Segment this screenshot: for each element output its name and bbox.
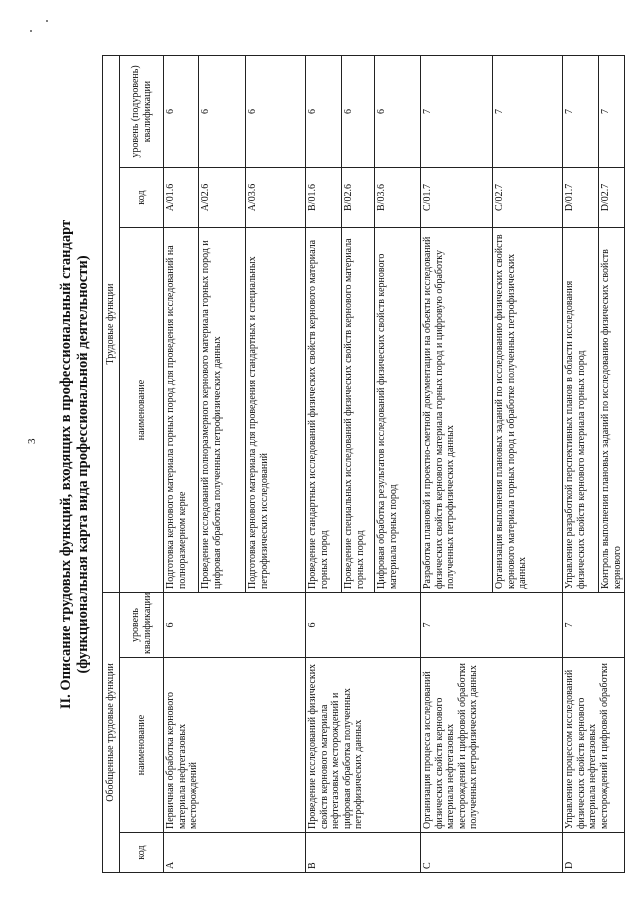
gf-name: Организация процесса исследований физических свойств кернового материала нефтегазовых месторождений и цифровой обработки полученных петрофизических данных [421, 658, 563, 833]
tf-sublevel: 6 [306, 56, 342, 168]
gf-level: 7 [421, 593, 563, 658]
tf-name: Проведение стандартных исследований физических свойств кернового материала горных пород [306, 228, 342, 593]
tf-name: Подготовка кернового материала для проведения стандартных и специальных петрофизических исследований [246, 228, 306, 593]
tf-sublevel: 7 [493, 56, 563, 168]
tf-code: B/01.6 [306, 168, 342, 228]
gf-name: Первичная обработка кернового материала нефтегазовых месторождений [164, 658, 306, 833]
header-function-name: наименование [120, 228, 164, 593]
tf-code: A/02.6 [199, 168, 246, 228]
gf-level: 6 [306, 593, 421, 658]
tf-sublevel: 6 [164, 56, 199, 168]
gf-name: Управление процессом исследований физических свойств кернового материала нефтегазовых месторождений и цифровой обработки [563, 658, 625, 833]
tf-sublevel: 6 [246, 56, 306, 168]
heading-line-2: (функциональная карта вида профессиональной деятельности) [75, 255, 91, 674]
gf-level: 6 [164, 593, 306, 658]
scan-speck [46, 20, 48, 22]
table-row [164, 56, 199, 873]
table-row [306, 56, 342, 873]
heading-line-1: II. Описание трудовых функций, входящих в профессиональный стандарт [58, 219, 74, 710]
tf-code: A/01.6 [164, 168, 199, 228]
header-code: код [120, 833, 164, 873]
gf-name: Проведение исследований физических свойств кернового материала нефтегазовых месторождений и цифровая обработка полученных петрофизических данных [306, 658, 421, 833]
tf-code: A/03.6 [246, 168, 306, 228]
gf-level: 7 [563, 593, 625, 658]
functional-map-table [102, 55, 625, 873]
header-function-code: код [120, 168, 164, 228]
header-level: уровень квалификации [120, 593, 164, 658]
tf-sublevel: 7 [421, 56, 493, 168]
header-labor-functions: Трудовые функции [103, 56, 120, 593]
header-name: наименование [120, 658, 164, 833]
tf-code: B/02.6 [342, 168, 375, 228]
tf-name: Проведение исследований полноразмерного кернового материала горных пород и цифровая обработка полученных петрофизических данных [199, 228, 246, 593]
header-sublevel: уровень (подуровень) квалификации [120, 56, 164, 168]
tf-sublevel: 7 [563, 56, 599, 168]
rotated-content [58, 56, 633, 873]
tf-code: D/01.7 [563, 168, 599, 228]
tf-name: Проведение специальных исследований физических свойств кернового материала горных пород [342, 228, 375, 593]
section-heading [58, 56, 92, 873]
tf-sublevel: 6 [342, 56, 375, 168]
gf-code: B [306, 833, 421, 873]
tf-code: D/02.7 [599, 168, 625, 228]
tf-name: Контроль выполнения плановых заданий по исследованию физических свойств кернового [599, 228, 625, 593]
tf-sublevel: 6 [199, 56, 246, 168]
tf-sublevel: 7 [599, 56, 625, 168]
tf-code: C/01.7 [421, 168, 493, 228]
header-generalized-functions: Обобщенные трудовые функции [103, 593, 120, 873]
table-row [563, 56, 599, 873]
gf-code: C [421, 833, 563, 873]
tf-name: Цифровая обработка результатов исследований физических свойств кернового материала горных пород [375, 228, 421, 593]
page-number: 3 [26, 438, 38, 444]
tf-name: Разработка плановой и проектно-сметной документации на объекты исследований физических свойств кернового материала горных пород и цифровую обработку полученных петрофизических данных [421, 228, 493, 593]
tf-code: B/03.6 [375, 168, 421, 228]
tf-sublevel: 6 [375, 56, 421, 168]
tf-name: Подготовка кернового материала горных пород для проведения исследований на полноразмерном керне [164, 228, 199, 593]
table-row [421, 56, 493, 873]
tf-name: Управление разработкой перспективных планов в области исследования физических свойств кернового материала горных пород [563, 228, 599, 593]
scan-speck [30, 30, 32, 32]
tf-name: Организация выполнения плановых заданий по исследованию физических свойств кернового материала горных пород и обработке полученных петрофизических данных [493, 228, 563, 593]
tf-code: C/02.7 [493, 168, 563, 228]
gf-code: D [563, 833, 625, 873]
gf-code: A [164, 833, 306, 873]
